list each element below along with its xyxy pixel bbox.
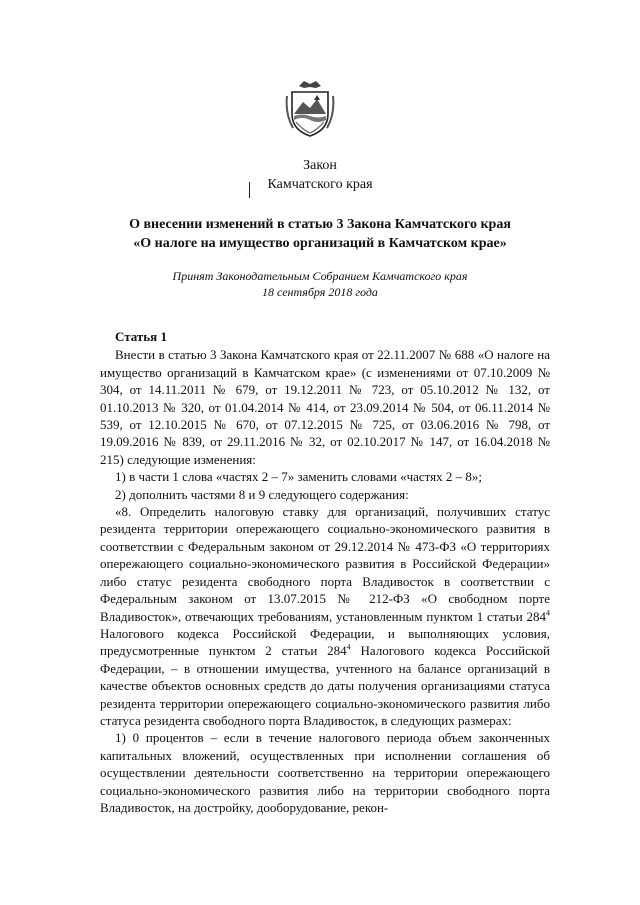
part-8-text-b: Налогового кодекса Российской Федерации, и выполняющих условия, предусмотренные пунктом 2 статьи 284 — [100, 625, 550, 659]
law-subject-line2: «О налоге на имущество организаций в Камчатском крае» — [133, 236, 507, 251]
region-title: Камчатского края — [267, 177, 373, 192]
law-subject-line1: О внесении изменений в статью 3 Закона Камчатского края — [129, 217, 511, 232]
superscript-4: 4 — [346, 642, 351, 652]
part-8-text-c: Налогового кодекса Российской Федерации, – в отношении имущества, учтенного на балансе организаций в качестве объектов основных средств до даты получения организациями статуса резидента территории опережающего социально-экономического развития либо статуса резидента свободного порта Владивосток, в следующих размерах: — [100, 643, 551, 728]
change-item-2: 2) дополнить частями 8 и 9 следующего содержания: — [115, 486, 409, 502]
law-subject — [0, 215, 640, 253]
adoption-note — [0, 268, 640, 300]
doc-type-title: Закон — [303, 158, 337, 173]
coat-of-arms-icon — [283, 78, 337, 138]
article-intro: Внести в статью 3 Закона Камчатского края от 22.11.2007 № 688 «О налоге на имущество организаций в Камчатском крае» (с изменениями от 07.10.2009 № 304, от 14.11.2011 № 679, от 19.12.2011 № 723, от 05.10.2012 № 132, от 01.10.2013 № 320, от 01.04.2014 № 414, от 23.09.2014 № 504, от 06.11.2014 № 539, от 12.10.2015 № 670, от 07.12.2015 № 725, от 03.06.2016 № 798, от 19.09.2016 № 839, от 29.11.2016 № 32, от 02.10.2017 № 147, от 16.04.2018 № 215) следующие изменения: — [100, 347, 550, 467]
article-body — [100, 328, 550, 816]
part-8-item-1: 1) 0 процентов – если в течение налогового периода объем законченных капитальных вложений, осуществленных при исполнении соглашения об осуществлении деятельности соответственно на территории опережающего социально-экономического развития либо на территории свободного порта Владивосток, на достройку, дооборудование, рекон- — [100, 730, 550, 815]
part-8-paragraph — [100, 503, 550, 729]
margin-mark — [249, 182, 250, 198]
superscript-4: 4 — [546, 608, 550, 618]
change-item-1: 1) в части 1 слова «частях 2 – 7» заменить словами «частях 2 – 8»; — [115, 469, 483, 485]
adoption-date: 18 сентября 2018 года — [262, 285, 378, 299]
article-heading: Статья 1 — [115, 329, 167, 344]
part-8-text-a: «8. Определить налоговую ставку для организаций, получивших статус резидента территории опережающего социально-экономического развития в соответствии с Федеральным законом от 29.12.2014 № 473-ФЗ «О территориях опережающего социально-экономического развития в Российской Федерации» либо статус резидента свободного порта Владивосток в соответствии с Федеральным законом от 13.07.2015 № 212-ФЗ «О свободном порте Владивосток», отвечающих требованиям, установленным пунктом 1 статьи 284 — [100, 504, 550, 624]
adoption-line1: Принят Законодательным Собранием Камчатского края — [172, 269, 468, 283]
